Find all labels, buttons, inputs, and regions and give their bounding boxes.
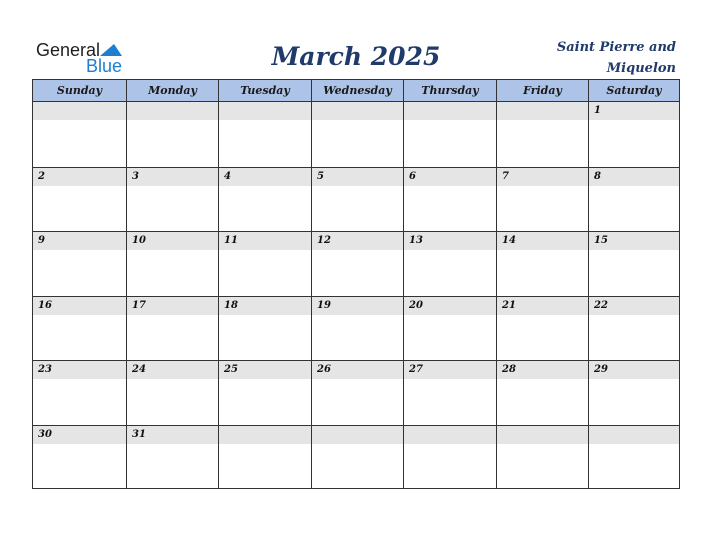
day-cell [496,231,588,296]
day-cell [311,167,403,231]
day-number: 7 [502,171,509,182]
day-cell [496,425,588,488]
day-number: 16 [38,300,52,311]
day-number: 2 [38,171,45,182]
day-number: 19 [317,300,331,311]
day-cell [588,102,679,167]
day-number: 31 [132,429,146,440]
day-cell [126,102,218,167]
calendar-grid [32,79,680,489]
day-cell [126,231,218,296]
day-cell [403,425,496,488]
date-band [404,426,496,444]
logo-text-blue: Blue [86,56,123,76]
day-number: 20 [409,300,423,311]
day-cell [126,360,218,425]
weekday-header-tuesday: Tuesday [218,80,311,101]
day-cell [588,425,679,488]
day-number: 13 [409,235,423,246]
date-band [497,426,588,444]
date-band [497,168,588,186]
day-number: 6 [409,171,416,182]
date-band [219,102,311,120]
date-band [497,102,588,120]
day-number: 25 [224,364,238,375]
day-cell [403,360,496,425]
day-cell [126,425,218,488]
day-cell [311,102,403,167]
region-line-1: Saint Pierre and [556,40,676,55]
day-number: 27 [409,364,423,375]
weekday-header-row [33,80,679,102]
day-number: 3 [132,171,139,182]
day-cell [588,167,679,231]
weekday-header-sunday: Sunday [56,84,103,97]
day-number: 18 [224,300,238,311]
day-cell [403,167,496,231]
day-cell [311,360,403,425]
day-number: 24 [132,364,146,375]
day-cell [311,296,403,360]
date-band [127,102,218,120]
day-cell [588,360,679,425]
day-cell [218,296,311,360]
day-cell [126,167,218,231]
day-number: 11 [224,235,238,246]
weekday-header-wednesday: Wednesday [311,80,403,101]
day-number: 30 [38,429,52,440]
date-band [312,168,403,186]
day-cell [311,425,403,488]
day-cell [33,296,126,360]
day-cell [496,360,588,425]
date-band [589,426,679,444]
day-number: 1 [594,105,601,116]
day-cell [33,231,126,296]
day-cell [496,296,588,360]
day-number: 14 [502,235,516,246]
day-number: 23 [38,364,52,375]
day-cell [218,360,311,425]
region-line-2: Miquelon [606,61,676,76]
day-cell [218,167,311,231]
date-band [33,232,126,250]
day-cell [588,231,679,296]
day-number: 9 [38,235,45,246]
day-cell [403,296,496,360]
day-cell [33,167,126,231]
day-number: 12 [317,235,331,246]
calendar-title: March 2025 [271,42,441,71]
day-cell [33,425,126,488]
weekday-header-friday: Friday [496,80,588,101]
date-band [219,168,311,186]
day-number: 17 [132,300,146,311]
weekday-header-monday: Monday [126,80,218,101]
date-band [312,102,403,120]
date-band [127,168,218,186]
date-band [589,168,679,186]
date-band [219,426,311,444]
day-cell [126,296,218,360]
day-cell [403,102,496,167]
day-number: 8 [594,171,601,182]
region-label [526,37,676,79]
day-cell [311,231,403,296]
day-number: 29 [594,364,608,375]
day-number: 26 [317,364,331,375]
date-band [404,102,496,120]
day-number: 15 [594,235,608,246]
day-number: 5 [317,171,324,182]
day-number: 4 [224,171,231,182]
day-cell [496,167,588,231]
day-cell [403,231,496,296]
day-number: 10 [132,235,146,246]
day-cell [33,360,126,425]
day-number: 22 [594,300,608,311]
day-cell [33,102,126,167]
weekday-header-saturday: Saturday [588,80,679,101]
day-cell [218,231,311,296]
weekday-header-thursday: Thursday [403,80,496,101]
date-band [404,168,496,186]
day-cell [218,102,311,167]
day-cell [588,296,679,360]
day-cell [218,425,311,488]
logo-text-general: General [36,40,101,60]
day-cell [496,102,588,167]
date-band [33,102,126,120]
date-band [312,426,403,444]
day-number: 21 [502,300,516,311]
date-band [589,102,679,120]
date-band [33,168,126,186]
day-number: 28 [502,364,516,375]
